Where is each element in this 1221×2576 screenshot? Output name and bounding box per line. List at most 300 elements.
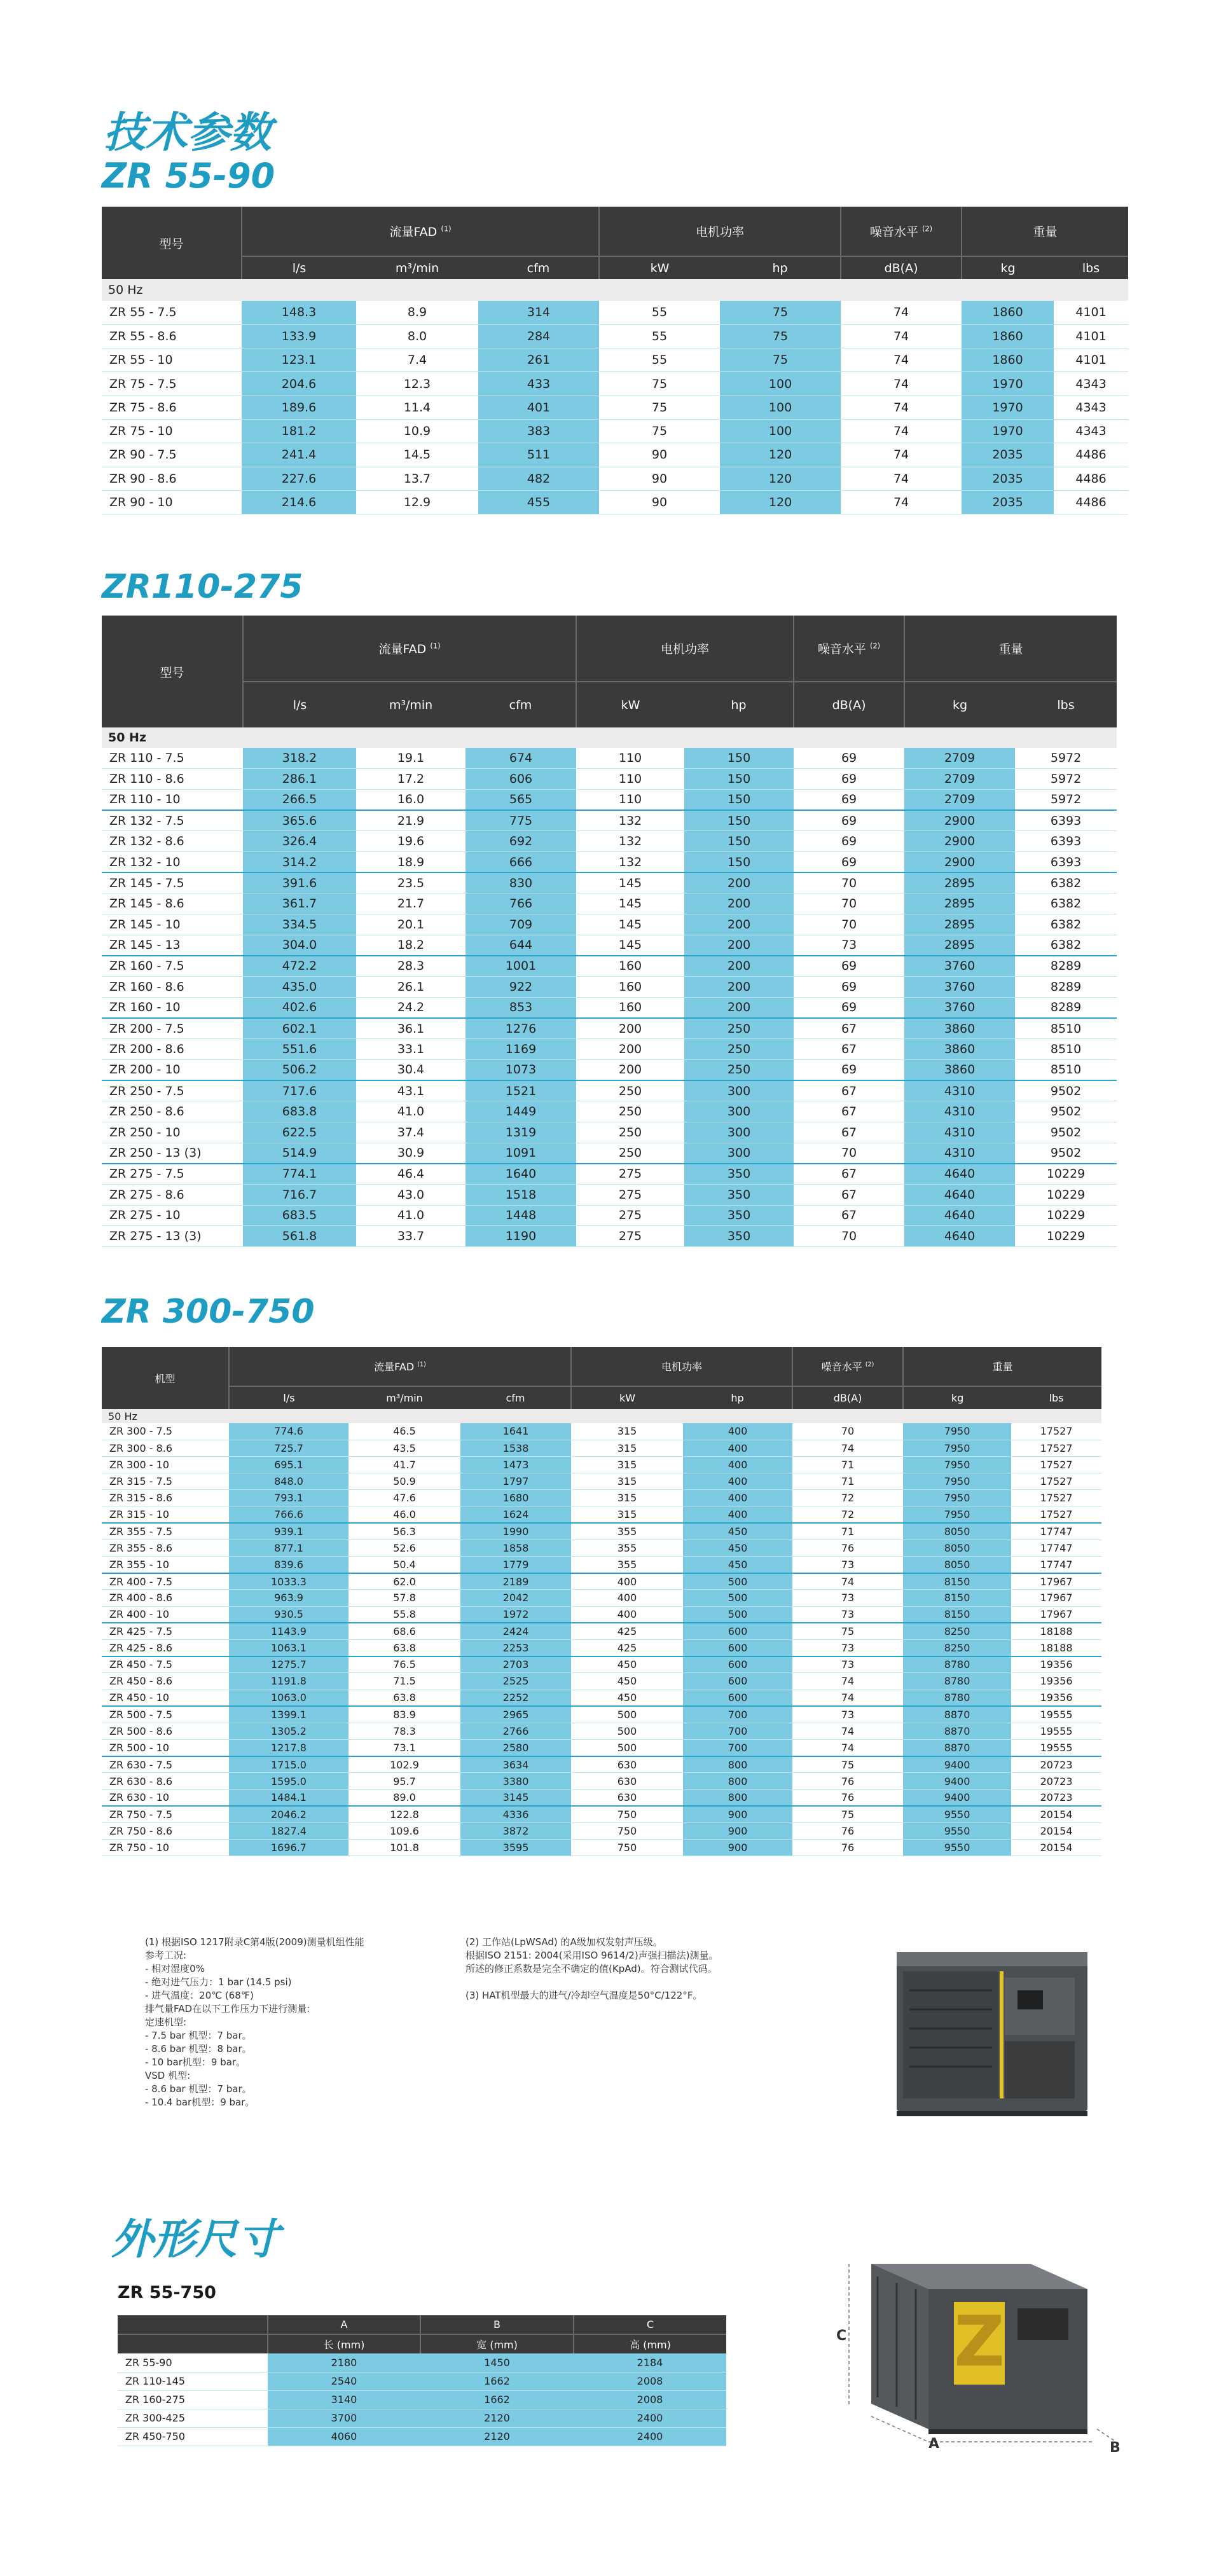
footnote-line: VSD 机型: xyxy=(145,2070,191,2081)
value-cell: 21.7 xyxy=(356,893,466,914)
value-cell: 200 xyxy=(684,977,794,998)
value-cell: 709 xyxy=(466,914,576,935)
value-cell: 20723 xyxy=(1011,1789,1101,1806)
value-cell: 123.1 xyxy=(242,348,356,372)
model-cell: ZR 750 - 10 xyxy=(102,1840,229,1856)
value-cell: 400 xyxy=(683,1473,792,1490)
table-row xyxy=(102,872,1117,893)
value-cell: 695.1 xyxy=(229,1456,348,1473)
value-cell: 9502 xyxy=(1015,1080,1117,1101)
dimensions-table xyxy=(118,2315,726,2446)
value-cell: 250 xyxy=(576,1101,684,1122)
value-cell: 76.5 xyxy=(348,1656,460,1673)
table-row xyxy=(102,348,1128,372)
value-cell: 750 xyxy=(571,1806,683,1822)
value-cell: 315 xyxy=(571,1490,683,1506)
table-row xyxy=(102,419,1128,443)
value-cell: 8510 xyxy=(1015,1059,1117,1080)
unit-header: m³/min xyxy=(348,1386,460,1409)
value-cell: 67 xyxy=(794,1039,904,1060)
table-row xyxy=(102,1226,1117,1247)
value-cell: 361.7 xyxy=(243,893,356,914)
table-row xyxy=(102,769,1117,790)
table-row xyxy=(102,1143,1117,1164)
value-cell: 6382 xyxy=(1015,935,1117,956)
unit-header: kg xyxy=(904,682,1015,727)
value-cell: 2046.2 xyxy=(229,1806,348,1822)
value-cell: 8870 xyxy=(903,1723,1011,1739)
table-row xyxy=(102,831,1117,852)
table2-title: ZR110-275 xyxy=(102,568,303,606)
header-model: 型号 xyxy=(102,207,242,279)
value-cell: 725.7 xyxy=(229,1440,348,1456)
value-cell: 73.1 xyxy=(348,1740,460,1756)
value-cell: 3860 xyxy=(904,1039,1015,1060)
table-row xyxy=(102,1740,1101,1756)
dim-unit-header: 长 (mm) xyxy=(268,2334,420,2353)
value-cell: 7950 xyxy=(903,1456,1011,1473)
table-row xyxy=(102,789,1117,810)
table-row xyxy=(102,851,1117,872)
value-cell: 19356 xyxy=(1011,1673,1101,1690)
value-cell: 4640 xyxy=(904,1205,1015,1226)
value-cell: 73 xyxy=(792,1557,903,1573)
value-cell: 1595.0 xyxy=(229,1773,348,1789)
footnote-line: (3) HAT机型最大的进气/冷却空气温度是50°C/122°F。 xyxy=(466,1990,703,2001)
value-cell: 4343 xyxy=(1054,372,1128,396)
dim-label-a: A xyxy=(928,2436,940,2452)
model-cell: ZR 55 - 10 xyxy=(102,348,242,372)
model-cell: ZR 55 - 8.6 xyxy=(102,324,242,348)
table-row xyxy=(102,1184,1117,1205)
value-cell: 69 xyxy=(794,831,904,852)
value-cell: 400 xyxy=(683,1456,792,1473)
value-cell: 100 xyxy=(720,396,841,419)
value-cell: 2424 xyxy=(460,1623,571,1639)
table-row xyxy=(102,1590,1101,1606)
value-cell: 8150 xyxy=(903,1573,1011,1590)
footnotes-right xyxy=(466,1936,719,2002)
value-cell: 565 xyxy=(466,789,576,810)
value-cell: 4101 xyxy=(1054,301,1128,324)
model-cell: ZR 425 - 8.6 xyxy=(102,1639,229,1656)
value-cell: 4486 xyxy=(1054,467,1128,490)
value-cell: 89.0 xyxy=(348,1789,460,1806)
value-cell: 774.6 xyxy=(229,1423,348,1440)
value-cell: 326.4 xyxy=(243,831,356,852)
header-noise: 噪音水平 $^{(2)}$ xyxy=(792,1347,903,1386)
value-cell: 315 xyxy=(571,1456,683,1473)
value-cell: 3760 xyxy=(904,956,1015,977)
value-cell: 55 xyxy=(599,324,720,348)
value-cell: 450 xyxy=(571,1656,683,1673)
table-row xyxy=(102,1205,1117,1226)
value-cell: 2189 xyxy=(460,1573,571,1590)
value-cell: 69 xyxy=(794,977,904,998)
value-cell: 20723 xyxy=(1011,1756,1101,1773)
model-cell: ZR 450 - 10 xyxy=(102,1690,229,1706)
value-cell: 450 xyxy=(683,1539,792,1556)
value-cell: 275 xyxy=(576,1205,684,1226)
value-cell: 1450 xyxy=(420,2353,574,2372)
value-cell: 9502 xyxy=(1015,1101,1117,1122)
value-cell: 10229 xyxy=(1015,1184,1117,1205)
footnotes-left xyxy=(145,1936,364,2109)
value-cell: 7950 xyxy=(903,1440,1011,1456)
value-cell: 69 xyxy=(794,997,904,1018)
value-cell: 3860 xyxy=(904,1059,1015,1080)
value-cell: 1276 xyxy=(466,1018,576,1039)
table-row xyxy=(102,1606,1101,1623)
value-cell: 26.1 xyxy=(356,977,466,998)
value-cell: 20154 xyxy=(1011,1840,1101,1856)
value-cell: 300 xyxy=(684,1080,794,1101)
value-cell: 939.1 xyxy=(229,1523,348,1539)
table-row xyxy=(102,1101,1117,1122)
table-row xyxy=(102,956,1117,977)
value-cell: 17747 xyxy=(1011,1557,1101,1573)
model-cell: ZR 400 - 8.6 xyxy=(102,1590,229,1606)
value-cell: 314.2 xyxy=(243,851,356,872)
value-cell: 3140 xyxy=(268,2390,420,2409)
value-cell: 120 xyxy=(720,467,841,490)
value-cell: 4101 xyxy=(1054,324,1128,348)
value-cell: 9550 xyxy=(903,1840,1011,1856)
value-cell: 76 xyxy=(792,1773,903,1789)
value-cell: 391.6 xyxy=(243,872,356,893)
value-cell: 3872 xyxy=(460,1823,571,1840)
value-cell: 877.1 xyxy=(229,1539,348,1556)
unit-header: hp xyxy=(684,682,794,727)
value-cell: 275 xyxy=(576,1184,684,1205)
table-row xyxy=(102,1706,1101,1723)
value-cell: 2120 xyxy=(420,2427,574,2446)
value-cell: 261 xyxy=(478,348,599,372)
value-cell: 500 xyxy=(571,1706,683,1723)
value-cell: 70 xyxy=(794,893,904,914)
table-row xyxy=(102,1122,1117,1143)
model-cell: ZR 160-275 xyxy=(118,2390,268,2409)
value-cell: 70 xyxy=(794,1226,904,1247)
value-cell: 17527 xyxy=(1011,1440,1101,1456)
footnote-line: - 绝对进气压力：1 bar (14.5 psi) xyxy=(145,1976,292,1988)
value-cell: 122.8 xyxy=(348,1806,460,1822)
model-cell: ZR 145 - 8.6 xyxy=(102,893,243,914)
value-cell: 674 xyxy=(466,748,576,769)
table-row xyxy=(102,1673,1101,1690)
model-cell: ZR 110 - 8.6 xyxy=(102,769,243,790)
value-cell: 350 xyxy=(684,1184,794,1205)
table-row xyxy=(102,914,1117,935)
value-cell: 2766 xyxy=(460,1723,571,1739)
value-cell: 62.0 xyxy=(348,1573,460,1590)
value-cell: 100 xyxy=(720,419,841,443)
value-cell: 63.8 xyxy=(348,1690,460,1706)
value-cell: 511 xyxy=(478,443,599,467)
value-cell: 8050 xyxy=(903,1557,1011,1573)
unit-header: m³/min xyxy=(356,682,466,727)
value-cell: 17527 xyxy=(1011,1456,1101,1473)
freq-label: 50 Hz xyxy=(102,279,1128,301)
value-cell: 1662 xyxy=(420,2372,574,2390)
table-row xyxy=(102,1080,1117,1101)
model-cell: ZR 400 - 7.5 xyxy=(102,1573,229,1590)
value-cell: 160 xyxy=(576,977,684,998)
value-cell: 500 xyxy=(683,1590,792,1606)
unit-header: hp xyxy=(720,256,841,279)
value-cell: 8050 xyxy=(903,1523,1011,1539)
value-cell: 800 xyxy=(683,1756,792,1773)
value-cell: 74 xyxy=(841,301,962,324)
value-cell: 19555 xyxy=(1011,1706,1101,1723)
model-cell: ZR 90 - 10 xyxy=(102,490,242,514)
value-cell: 425 xyxy=(571,1639,683,1656)
value-cell: 250 xyxy=(576,1122,684,1143)
value-cell: 622.5 xyxy=(243,1122,356,1143)
footnote-line xyxy=(466,1976,719,1989)
unit-header: dB(A) xyxy=(841,256,962,279)
model-cell: ZR 500 - 10 xyxy=(102,1740,229,1756)
value-cell: 800 xyxy=(683,1789,792,1806)
value-cell: 8780 xyxy=(903,1673,1011,1690)
table-row xyxy=(102,467,1128,490)
value-cell: 67 xyxy=(794,1184,904,1205)
value-cell: 600 xyxy=(683,1639,792,1656)
footnote-line: (2) 工作站(LpWSAd) 的A级加权发射声压级。 xyxy=(466,1936,663,1948)
table-row xyxy=(102,1723,1101,1739)
value-cell: 1797 xyxy=(460,1473,571,1490)
value-cell: 8150 xyxy=(903,1590,1011,1606)
model-cell: ZR 300 - 10 xyxy=(102,1456,229,1473)
value-cell: 250 xyxy=(576,1143,684,1164)
table-row xyxy=(102,1456,1101,1473)
value-cell: 67 xyxy=(794,1101,904,1122)
value-cell: 1473 xyxy=(460,1456,571,1473)
value-cell: 750 xyxy=(571,1840,683,1856)
table-row xyxy=(102,372,1128,396)
value-cell: 17747 xyxy=(1011,1523,1101,1539)
model-cell: ZR 450 - 8.6 xyxy=(102,1673,229,1690)
value-cell: 72 xyxy=(792,1506,903,1523)
model-cell: ZR 200 - 10 xyxy=(102,1059,243,1080)
table-row xyxy=(102,396,1128,419)
value-cell: 150 xyxy=(684,748,794,769)
value-cell: 716.7 xyxy=(243,1184,356,1205)
value-cell: 9502 xyxy=(1015,1122,1117,1143)
value-cell: 110 xyxy=(576,769,684,790)
value-cell: 189.6 xyxy=(242,396,356,419)
value-cell: 400 xyxy=(571,1606,683,1623)
model-cell: ZR 315 - 7.5 xyxy=(102,1473,229,1490)
value-cell: 7950 xyxy=(903,1506,1011,1523)
value-cell: 400 xyxy=(571,1590,683,1606)
value-cell: 2895 xyxy=(904,893,1015,914)
value-cell: 930.5 xyxy=(229,1606,348,1623)
value-cell: 148.3 xyxy=(242,301,356,324)
value-cell: 315 xyxy=(571,1440,683,1456)
value-cell: 23.5 xyxy=(356,872,466,893)
value-cell: 132 xyxy=(576,831,684,852)
model-cell: ZR 160 - 7.5 xyxy=(102,956,243,977)
value-cell: 28.3 xyxy=(356,956,466,977)
value-cell: 11.4 xyxy=(356,396,478,419)
unit-header: dB(A) xyxy=(794,682,904,727)
value-cell: 1972 xyxy=(460,1606,571,1623)
value-cell: 150 xyxy=(684,810,794,831)
value-cell: 74 xyxy=(792,1673,903,1690)
value-cell: 76 xyxy=(792,1539,903,1556)
value-cell: 145 xyxy=(576,914,684,935)
value-cell: 43.5 xyxy=(348,1440,460,1456)
dimensions-title: 外形尺寸 xyxy=(111,2215,279,2264)
value-cell: 67 xyxy=(794,1122,904,1143)
dimensions-subtitle: ZR 55-750 xyxy=(118,2283,216,2303)
value-cell: 73 xyxy=(792,1590,903,1606)
value-cell: 1860 xyxy=(962,301,1054,324)
value-cell: 355 xyxy=(571,1523,683,1539)
model-cell: ZR 145 - 10 xyxy=(102,914,243,935)
value-cell: 75 xyxy=(599,372,720,396)
model-cell: ZR 630 - 7.5 xyxy=(102,1756,229,1773)
value-cell: 69 xyxy=(794,1059,904,1080)
value-cell: 2400 xyxy=(574,2427,726,2446)
value-cell: 2709 xyxy=(904,748,1015,769)
value-cell: 50.9 xyxy=(348,1473,460,1490)
spec-table-zr110-275 xyxy=(102,616,1117,1247)
value-cell: 74 xyxy=(792,1440,903,1456)
value-cell: 101.8 xyxy=(348,1840,460,1856)
value-cell: 16.0 xyxy=(356,789,466,810)
value-cell: 606 xyxy=(466,769,576,790)
value-cell: 3760 xyxy=(904,977,1015,998)
value-cell: 286.1 xyxy=(243,769,356,790)
value-cell: 717.6 xyxy=(243,1080,356,1101)
table-row xyxy=(102,1039,1117,1060)
value-cell: 17967 xyxy=(1011,1606,1101,1623)
value-cell: 75 xyxy=(792,1623,903,1639)
value-cell: 150 xyxy=(684,769,794,790)
value-cell: 644 xyxy=(466,935,576,956)
value-cell: 67 xyxy=(794,1205,904,1226)
value-cell: 2252 xyxy=(460,1690,571,1706)
value-cell: 3700 xyxy=(268,2409,420,2427)
value-cell: 90 xyxy=(599,490,720,514)
model-cell: ZR 132 - 10 xyxy=(102,851,243,872)
value-cell: 6382 xyxy=(1015,893,1117,914)
value-cell: 1063.0 xyxy=(229,1690,348,1706)
footnote-line: 所述的修正系数是完全不确定的值(KpAd)。符合测试代码。 xyxy=(466,1963,717,1974)
value-cell: 350 xyxy=(684,1205,794,1226)
value-cell: 70 xyxy=(792,1423,903,1440)
table-row xyxy=(102,1440,1101,1456)
unit-header: l/s xyxy=(243,682,356,727)
model-cell: ZR 500 - 8.6 xyxy=(102,1723,229,1739)
value-cell: 10229 xyxy=(1015,1226,1117,1247)
value-cell: 4336 xyxy=(460,1806,571,1822)
value-cell: 227.6 xyxy=(242,467,356,490)
value-cell: 8510 xyxy=(1015,1018,1117,1039)
value-cell: 2895 xyxy=(904,935,1015,956)
value-cell: 275 xyxy=(576,1164,684,1185)
value-cell: 8870 xyxy=(903,1706,1011,1723)
value-cell: 37.4 xyxy=(356,1122,466,1143)
value-cell: 500 xyxy=(571,1740,683,1756)
value-cell: 10.9 xyxy=(356,419,478,443)
model-cell: ZR 250 - 8.6 xyxy=(102,1101,243,1122)
model-cell: ZR 750 - 8.6 xyxy=(102,1823,229,1840)
value-cell: 250 xyxy=(576,1080,684,1101)
table-row xyxy=(102,997,1117,1018)
table-row xyxy=(118,2427,726,2446)
table-row xyxy=(118,2409,726,2427)
value-cell: 830 xyxy=(466,872,576,893)
value-cell: 74 xyxy=(841,419,962,443)
footnote-line: - 8.6 bar 机型：8 bar。 xyxy=(145,2043,252,2055)
value-cell: 46.5 xyxy=(348,1423,460,1440)
value-cell: 1033.3 xyxy=(229,1573,348,1590)
value-cell: 71 xyxy=(792,1473,903,1490)
value-cell: 73 xyxy=(792,1656,903,1673)
value-cell: 4343 xyxy=(1054,419,1128,443)
value-cell: 110 xyxy=(576,748,684,769)
model-cell: ZR 630 - 8.6 xyxy=(102,1773,229,1789)
footnote-line: (1) 根据ISO 1217附录C第4版(2009)测量机组性能 xyxy=(145,1936,364,1948)
value-cell: 8150 xyxy=(903,1606,1011,1623)
value-cell: 41.0 xyxy=(356,1101,466,1122)
value-cell: 8780 xyxy=(903,1690,1011,1706)
value-cell: 200 xyxy=(684,935,794,956)
table-row xyxy=(102,1639,1101,1656)
value-cell: 500 xyxy=(683,1606,792,1623)
value-cell: 74 xyxy=(841,324,962,348)
value-cell: 52.6 xyxy=(348,1539,460,1556)
value-cell: 666 xyxy=(466,851,576,872)
value-cell: 36.1 xyxy=(356,1018,466,1039)
value-cell: 133.9 xyxy=(242,324,356,348)
value-cell: 76 xyxy=(792,1789,903,1806)
value-cell: 74 xyxy=(792,1690,903,1706)
value-cell: 12.3 xyxy=(356,372,478,396)
spec-table-zr55-90 xyxy=(102,207,1128,514)
value-cell: 145 xyxy=(576,935,684,956)
value-cell: 1091 xyxy=(466,1143,576,1164)
value-cell: 200 xyxy=(684,997,794,1018)
model-cell: ZR 90 - 8.6 xyxy=(102,467,242,490)
value-cell: 963.9 xyxy=(229,1590,348,1606)
value-cell: 74 xyxy=(792,1573,903,1590)
value-cell: 68.6 xyxy=(348,1623,460,1639)
model-cell: ZR 110 - 7.5 xyxy=(102,748,243,769)
header-model: 型号 xyxy=(102,616,243,727)
value-cell: 200 xyxy=(684,893,794,914)
footnote-line: - 相对湿度0% xyxy=(145,1963,205,1974)
model-cell: ZR 90 - 7.5 xyxy=(102,443,242,467)
model-cell: ZR 145 - 13 xyxy=(102,935,243,956)
value-cell: 561.8 xyxy=(243,1226,356,1247)
unit-header: lbs xyxy=(1015,682,1117,727)
model-cell: ZR 145 - 7.5 xyxy=(102,872,243,893)
table-row xyxy=(102,1840,1101,1856)
value-cell: 17967 xyxy=(1011,1590,1101,1606)
unit-header: cfm xyxy=(466,682,576,727)
value-cell: 600 xyxy=(683,1690,792,1706)
value-cell: 69 xyxy=(794,851,904,872)
unit-header: dB(A) xyxy=(792,1386,903,1409)
value-cell: 314 xyxy=(478,301,599,324)
value-cell: 6382 xyxy=(1015,914,1117,935)
value-cell: 1779 xyxy=(460,1557,571,1573)
value-cell: 750 xyxy=(571,1823,683,1840)
